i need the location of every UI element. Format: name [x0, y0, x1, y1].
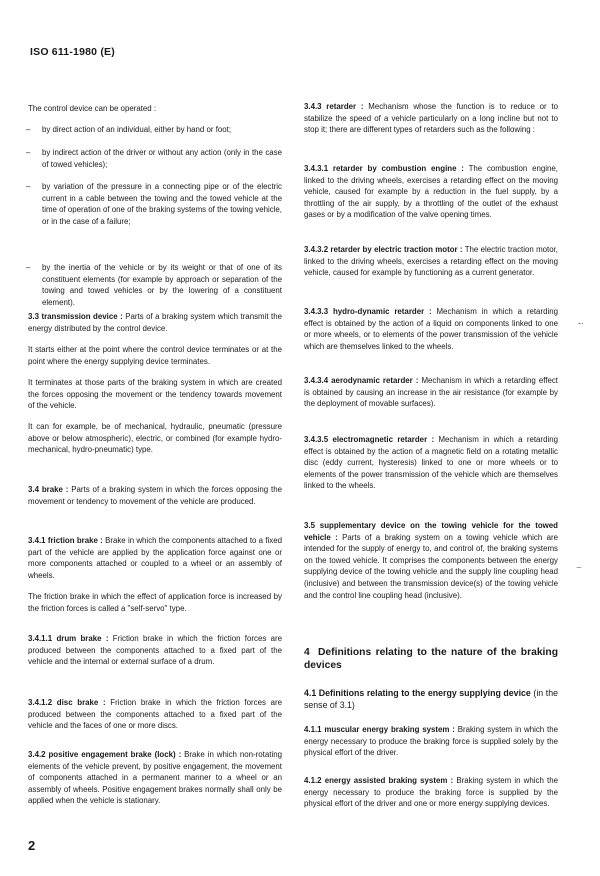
section-3-3-para3: It terminates at those parts of the braking system in which are created the forces opposing the movement or the tendency towards movement of the vehicle.: [28, 378, 282, 411]
section-3-3-para2: It starts either at the point where the control device terminates or at the point where the energy supplying device terminates.: [28, 345, 282, 366]
page-number: 2: [28, 838, 36, 853]
section-3-4-3-3: 3.4.3.3 hydro-dynamic retarder : Mechanism in which a retarding effect is obtained by the action of a liquid on components linked to one or more wheels, or to elements of the power transmission of the vehicle which are themselves linked to the wheels.: [304, 307, 558, 351]
section-3-4-1-1: 3.4.1.1 drum brake : Friction brake in which the friction forces are produced between the components attached to a fixed part of the vehicle and the internal or external surface of a drum.: [28, 634, 282, 667]
intro-paragraph: The control device can be operated :: [28, 104, 157, 113]
bullet-item: – by direct action of an individual, either by hand or foot;: [26, 125, 232, 134]
bullet-item: – by the inertia of the vehicle or by its weight or that of one of its constituent elements (for example by approach or separation of the towing and towed vehicles or by the lowering of a constituent element).: [26, 263, 282, 307]
section-3-3-para4: It can for example, be of mechanical, hydraulic, pneumatic (pressure above or below atmospheric), electric, or combined (for example hydro-mechanical, hydro-pneumatic) type.: [28, 422, 282, 455]
bullet-item: – by variation of the pressure in a connecting pipe or of the electric current in a cable between the towing and the towed vehicle at the time of operation of one of the braking systems of the towing vehicle, or in the case of a failure;: [26, 182, 282, 226]
section-4-1-2: 4.1.2 energy assisted braking system : Braking system in which the energy necessary to produce the braking force is supplied by the physical effort of the driver and one or more energy supplying devices.: [304, 776, 558, 809]
section-3-4-3-2: 3.4.3.2 retarder by electric traction motor : The electric traction motor, linked to the driving wheels, exercises a retarding effect on the moving vehicle, caused for example by functioning as a current generator.: [304, 245, 558, 278]
section-3-4-1-2: 3.4.1.2 disc brake : Friction brake in which the friction forces are produced between the components attached to a fixed part of the vehicle and the faces of one or more discs.: [28, 698, 282, 731]
document-header: ISO 611-1980 (E): [30, 46, 115, 58]
margin-mark: -·: [578, 318, 584, 328]
section-4-1-heading: 4.1 Definitions relating to the energy supplying device (in the sense of 3.1): [304, 688, 558, 710]
section-3-4-2: 3.4.2 positive engagement brake (lock) : Brake in which non-rotating elements of the vehicle prevent, by positive engagement, the movement of components attached in a permanent manner to a wheel or an assembly of wheels. Positive engagement brakes normally shall only be applied when the vehicle is stationary.: [28, 750, 282, 806]
section-3-4-3-4: 3.4.3.4 aerodynamic retarder : Mechanism in which a retarding effect is obtained by causing an increase in the air resistance (for example by the deployment of movable surfaces).: [304, 376, 558, 409]
section-3-3: 3.3 transmission device : Parts of a braking system which transmit the energy distributed by the control device.: [28, 312, 282, 333]
section-3-4-1: 3.4.1 friction brake : Brake in which the components attached to a fixed part of the vehicle are applied by the application force against one or more components attached or coupled to a wheel or an assembly of wheels.: [28, 536, 282, 580]
section-4-1-1: 4.1.1 muscular energy braking system : Braking system in which the energy necessary to produce the braking force is supplied solely by the physical effort of the driver.: [304, 725, 558, 758]
section-3-4-3-5: 3.4.3.5 electromagnetic retarder : Mechanism in which a retarding effect is obtained by the action of a magnetic field on a rotating metallic disc (eddy current, hysteresis) linked to one or more wheels or to elements of the power transmission of the vehicle which are themselves linked to the wheels.: [304, 435, 558, 491]
section-3-5: 3.5 supplementary device on the towing vehicle for the towed vehicle : Parts of a braking system on a towing vehicle which are intended for the supply of energy to, and control of, the braking systems on the towed vehicle. It comprises the components between the energy supplying device of the towing vehicle and the supply line coupling head (inclusive) and between the transmission device(s) of the towing vehicle and the control line coupling head (inclusive).: [304, 521, 559, 600]
section-3-4-3-1: 3.4.3.1 retarder by combustion engine : The combustion engine, linked to the driving wheels, exercises a retarding effect on the moving vehicle, caused for example by a reduction in the fuel supply, by a throttling of the air supply, by a throttling of the outlet of the exhaust gases or by a modification of the valve opening times.: [304, 164, 558, 220]
section-3-4: 3.4 brake : Parts of a braking system in which the forces opposing the movement or tendency to movement of the vehicle are produced.: [28, 485, 282, 506]
margin-mark: ⌣: [576, 562, 582, 572]
section-3-4-3: 3.4.3 retarder : Mechanism whose the function is to reduce or to stabilize the speed of a vehicle particularly on a long incline but not to stop it; there are different types of retarders such as the following :: [304, 102, 558, 135]
bullet-item: – by indirect action of the driver or without any action (only in the case of towed vehicles);: [26, 148, 282, 169]
section-3-4-1-para2: The friction brake in which the effect of application force is increased by the friction forces is called a "self-servo" type.: [28, 592, 282, 613]
section-4-heading: 4 Definitions relating to the nature of the braking devices: [304, 647, 558, 671]
